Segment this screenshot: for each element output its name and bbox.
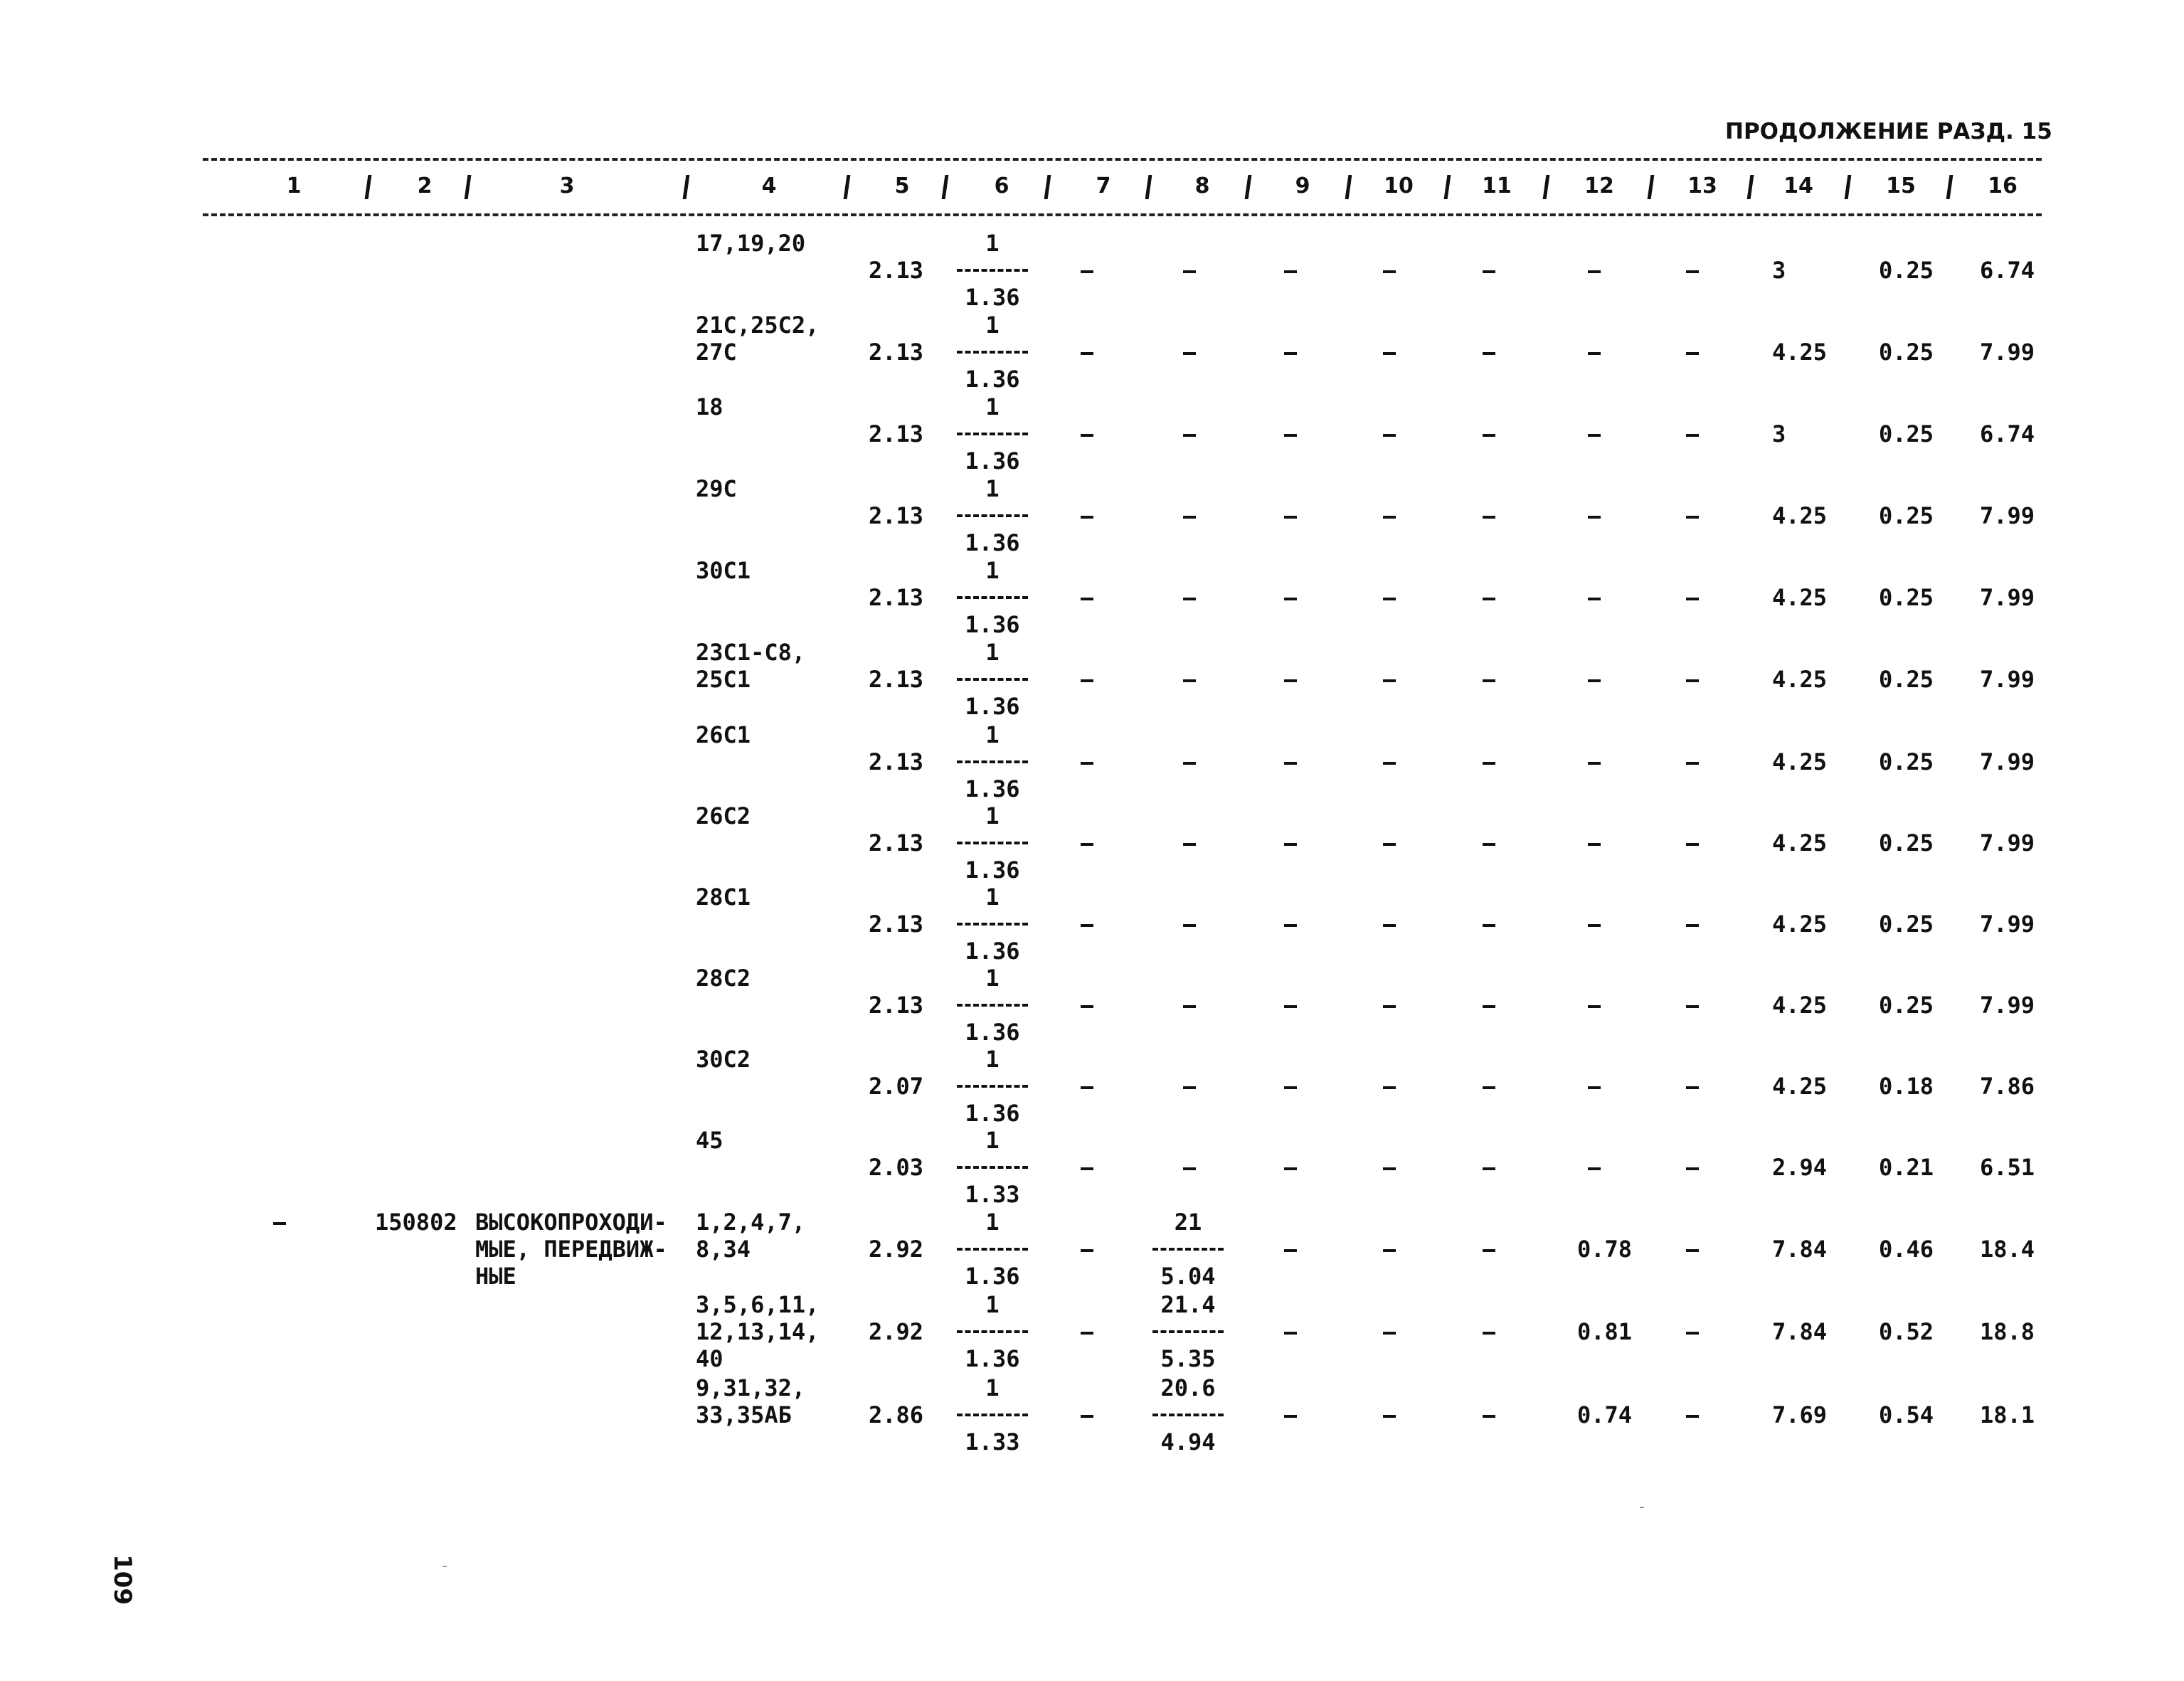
dash-c7 (1081, 1249, 1093, 1252)
fraction-col6-numerator: 1 (985, 557, 1000, 584)
dash-c8 (1183, 762, 1196, 765)
model-cell-line: 23C1-C8, (696, 639, 806, 666)
value-cell-col16: 7.99 (1979, 911, 2035, 938)
dash-c8 (1183, 598, 1196, 600)
dash-c11 (1483, 1249, 1495, 1252)
fraction-col6-bar (957, 1248, 1028, 1251)
dash-c9 (1284, 843, 1297, 846)
dash-c7 (1081, 1415, 1093, 1418)
column-number: 15 (1886, 174, 1916, 198)
fraction-col6-denominator: 1.33 (965, 1181, 1020, 1208)
fraction-col6-denominator: 1.36 (965, 1100, 1020, 1127)
dash-c10 (1383, 1332, 1396, 1335)
dash-c9 (1284, 679, 1297, 682)
column-number: 13 (1687, 174, 1717, 198)
model-cell-line: 30C2 (696, 1046, 751, 1073)
value-cell-col5: 2.13 (868, 584, 923, 611)
dash-c11 (1483, 434, 1495, 437)
dash-c12 (1588, 924, 1601, 927)
dash-c10 (1383, 1249, 1396, 1252)
model-cell-line: 21C,25C2, (696, 312, 820, 339)
column-separator (1345, 175, 1352, 199)
fraction-col8 (1152, 1374, 1224, 1455)
value-cell-col15: 0.25 (1878, 748, 1934, 775)
column-number: 9 (1295, 174, 1310, 198)
model-cell-line: 17,19,20 (696, 230, 806, 257)
column-separator (1145, 175, 1152, 199)
column-separator (1444, 175, 1451, 199)
fraction-col6-numerator: 1 (985, 230, 1000, 257)
model-cell-line: 9,31,32, (696, 1374, 806, 1401)
column-number: 2 (417, 174, 433, 198)
dash-c9 (1284, 1415, 1297, 1418)
column-number: 16 (1988, 174, 2018, 198)
model-cell-line: 30C1 (696, 557, 751, 584)
column-number: 7 (1096, 174, 1111, 198)
column-number: 10 (1384, 174, 1414, 198)
value-cell-col15: 0.25 (1878, 829, 1934, 857)
column-number: 1 (286, 174, 302, 198)
fraction-col6 (957, 721, 1028, 802)
dash-c7 (1081, 1167, 1093, 1170)
dash-c13 (1686, 679, 1699, 682)
dash-c13 (1686, 1249, 1699, 1252)
value-cell-col5: 2.92 (868, 1318, 923, 1345)
dash-c8 (1183, 679, 1196, 682)
dash-c10 (1383, 924, 1396, 927)
model-cell-line: 26C2 (696, 802, 751, 829)
dash-c9 (1284, 352, 1297, 355)
dash-c10 (1383, 762, 1396, 765)
value-cell-col14: 4.25 (1772, 992, 1828, 1019)
dash-c11 (1483, 516, 1495, 519)
column-number: 12 (1584, 174, 1614, 198)
column-separator (465, 175, 472, 199)
top-rule (203, 158, 2042, 161)
fraction-col6-bar (957, 842, 1028, 844)
value-cell-col16: 6.74 (1979, 420, 2035, 447)
dash-c10 (1383, 434, 1396, 437)
dash-c13 (1686, 1332, 1699, 1335)
fraction-col6-denominator: 1.36 (965, 693, 1020, 720)
dash-c11 (1483, 352, 1495, 355)
value-cell-col5: 2.13 (868, 748, 923, 775)
value-cell-col15: 0.25 (1878, 257, 1934, 284)
value-cell-col5: 2.13 (868, 339, 923, 366)
dash-c12 (1588, 516, 1601, 519)
fraction-col6 (957, 557, 1028, 638)
value-cell-col5: 2.03 (868, 1154, 923, 1181)
dash-c12 (1588, 679, 1601, 682)
dash-c11 (1483, 924, 1495, 927)
dash-c9 (1284, 270, 1297, 273)
column-separator (942, 175, 949, 199)
dash-c13 (1686, 434, 1699, 437)
dash-c7 (1081, 516, 1093, 519)
fraction-col6-bar (957, 514, 1028, 517)
value-cell-col5: 2.13 (868, 992, 923, 1019)
dash-c12 (1588, 270, 1601, 273)
fraction-col8 (1152, 1291, 1224, 1372)
code-cell: 150802 (375, 1209, 457, 1236)
value-cell-col14: 7.69 (1772, 1401, 1828, 1428)
fraction-col6-denominator: 1.36 (965, 611, 1020, 638)
value-cell-col14: 4.25 (1772, 829, 1828, 857)
value-cell-col14: 4.25 (1772, 502, 1828, 529)
fraction-col6 (957, 639, 1028, 720)
model-cell-line: 12,13,14, (696, 1318, 820, 1345)
dash-c7 (1081, 352, 1093, 355)
value-cell-col15: 0.52 (1878, 1318, 1934, 1345)
value-cell-col15: 0.21 (1878, 1154, 1934, 1181)
fraction-col6 (957, 1209, 1028, 1290)
fraction-col6 (957, 1291, 1028, 1372)
fraction-col6-numerator: 1 (985, 475, 1000, 502)
value-cell-col15: 0.25 (1878, 339, 1934, 366)
dash-c11 (1483, 843, 1495, 846)
value-cell-col15: 0.46 (1878, 1236, 1934, 1263)
fraction-col6-bar (957, 433, 1028, 435)
value-cell-col12: 0.81 (1576, 1318, 1632, 1345)
value-cell-col14: 3 (1772, 420, 1786, 447)
dash-c13 (1686, 762, 1699, 765)
value-cell-col12: 0.74 (1576, 1401, 1632, 1428)
model-cell-line: 29C (696, 475, 737, 502)
dash-c8 (1183, 843, 1196, 846)
dash-c12 (1588, 843, 1601, 846)
value-cell-col5: 2.07 (868, 1073, 923, 1100)
fraction-col6-bar (957, 1085, 1028, 1088)
model-cell-line: 27C (696, 339, 737, 366)
value-cell-col14: 2.94 (1772, 1154, 1828, 1181)
model-cell-line: 28C2 (696, 965, 751, 992)
column-number: 8 (1194, 174, 1210, 198)
column-separator (365, 175, 372, 199)
dash-c10 (1383, 516, 1396, 519)
fraction-col6-bar (957, 351, 1028, 354)
dash-c7 (1081, 924, 1093, 927)
value-cell-col15: 0.54 (1878, 1401, 1934, 1428)
fraction-col6-bar (957, 1166, 1028, 1169)
dash-c7 (1081, 679, 1093, 682)
value-cell-col15: 0.18 (1878, 1073, 1934, 1100)
model-cell-line: 45 (696, 1127, 723, 1154)
dash-c12 (1588, 434, 1601, 437)
dash-c8 (1183, 1086, 1196, 1089)
dash-c11 (1483, 1332, 1495, 1335)
dash-c8 (1183, 924, 1196, 927)
dash-c13 (1686, 843, 1699, 846)
model-cell-line: 18 (696, 393, 723, 420)
dash-c11 (1483, 1167, 1495, 1170)
fraction-col6-denominator: 1.36 (965, 775, 1020, 802)
column-separator (1543, 175, 1550, 199)
dash-c11 (1483, 762, 1495, 765)
model-cell-line: 26C1 (696, 721, 751, 748)
fraction-col6 (957, 1127, 1028, 1208)
value-cell-col16: 7.99 (1979, 829, 2035, 857)
dash-c11 (1483, 1415, 1495, 1418)
dash-c8 (1183, 1167, 1196, 1170)
fraction-col6-numerator: 1 (985, 393, 1000, 420)
dash-c13 (1686, 1167, 1699, 1170)
fraction-col6-bar (957, 269, 1028, 272)
value-cell-col5: 2.13 (868, 257, 923, 284)
value-cell-col5: 2.13 (868, 502, 923, 529)
dash-c8 (1183, 434, 1196, 437)
fraction-col6-denominator: 1.36 (965, 1345, 1020, 1372)
model-cell-line: 25C1 (696, 666, 751, 693)
value-cell-col14: 4.25 (1772, 1073, 1828, 1100)
fraction-col6 (957, 475, 1028, 556)
fraction-col6-numerator: 1 (985, 1127, 1000, 1154)
dash-c10 (1383, 598, 1396, 600)
dash-c7 (1081, 843, 1093, 846)
dash-c9 (1284, 434, 1297, 437)
column-separator (844, 175, 851, 199)
column-separator (1747, 175, 1754, 199)
dash-c10 (1383, 1415, 1396, 1418)
fraction-col6-denominator: 1.36 (965, 447, 1020, 474)
value-cell-col15: 0.25 (1878, 666, 1934, 693)
column-separator (1845, 175, 1852, 199)
fraction-col6-denominator: 1.36 (965, 1263, 1020, 1290)
dash-c8 (1183, 1005, 1196, 1008)
dash-c9 (1284, 1086, 1297, 1089)
fraction-col8-denominator: 5.35 (1160, 1345, 1216, 1372)
dash-c7 (1081, 1332, 1093, 1335)
value-cell-col5: 2.13 (868, 666, 923, 693)
value-cell-col5: 2.13 (868, 911, 923, 938)
dash-c11 (1483, 1005, 1495, 1008)
dash-c13 (1686, 598, 1699, 600)
fraction-col6-bar (957, 1330, 1028, 1333)
fraction-col6-numerator: 1 (985, 721, 1000, 748)
fraction-col6-denominator: 1.36 (965, 366, 1020, 393)
value-cell-col16: 18.1 (1979, 1401, 2035, 1428)
name-cell-line: НЫЕ (475, 1263, 516, 1290)
value-cell-col5: 2.92 (868, 1236, 923, 1263)
dash-c9 (1284, 1332, 1297, 1335)
dash-c11 (1483, 679, 1495, 682)
column-separator (1245, 175, 1252, 199)
fraction-col6 (957, 1046, 1028, 1127)
dash-c9 (1284, 598, 1297, 600)
dash-c12 (1588, 352, 1601, 355)
value-cell-col16: 18.8 (1979, 1318, 2035, 1345)
fraction-col6-denominator: 1.36 (965, 284, 1020, 311)
dash-c11 (1483, 598, 1495, 600)
value-cell-col14: 4.25 (1772, 911, 1828, 938)
name-cell-line: МЫЕ, ПЕРЕДВИЖ- (475, 1236, 667, 1263)
dash-c11 (1483, 270, 1495, 273)
value-cell-col5: 2.13 (868, 420, 923, 447)
dash-c7 (1081, 598, 1093, 600)
dash-c9 (1284, 924, 1297, 927)
dash-c10 (1383, 1167, 1396, 1170)
dash-c7 (1081, 1086, 1093, 1089)
page-number: 109 (108, 1554, 137, 1605)
value-cell-col15: 0.25 (1878, 992, 1934, 1019)
model-cell-line: 28C1 (696, 884, 751, 911)
dash-c10 (1383, 1086, 1396, 1089)
dash-c13 (1686, 1005, 1699, 1008)
dash-c12 (1588, 1167, 1601, 1170)
dash-c9 (1284, 1167, 1297, 1170)
name-cell-line: ВЫСОКОПРОХОДИ- (475, 1209, 667, 1236)
value-cell-col14: 7.84 (1772, 1236, 1828, 1263)
dash-c9 (1284, 1249, 1297, 1252)
model-cell-line: 33,35АБ (696, 1401, 792, 1428)
dash-c8 (1183, 516, 1196, 519)
fraction-col6-denominator: 1.36 (965, 938, 1020, 965)
dash-c7 (1081, 1005, 1093, 1008)
fraction-col6-numerator: 1 (985, 884, 1000, 911)
dash-c9 (1284, 1005, 1297, 1008)
dash-c12 (1588, 1005, 1601, 1008)
column-header-row (0, 174, 2184, 201)
fraction-col8-bar (1152, 1330, 1224, 1333)
fraction-col6 (957, 965, 1028, 1046)
fraction-col6 (957, 230, 1028, 311)
value-cell-col15: 0.25 (1878, 502, 1934, 529)
column-separator (1648, 175, 1655, 199)
fraction-col6-denominator: 1.36 (965, 529, 1020, 556)
dash-c7 (1081, 762, 1093, 765)
dash-c11 (1483, 1086, 1495, 1089)
model-cell-line: 8,34 (696, 1236, 751, 1263)
fraction-col6-bar (957, 760, 1028, 763)
row-dash-col1 (273, 1222, 286, 1225)
model-cell-line: 40 (696, 1345, 723, 1372)
fraction-col6-bar (957, 678, 1028, 681)
value-cell-col16: 7.99 (1979, 502, 2035, 529)
dash-c13 (1686, 1415, 1699, 1418)
fraction-col6-numerator: 1 (985, 639, 1000, 666)
value-cell-col16: 18.4 (1979, 1236, 2035, 1263)
section-title: ПРОДОЛЖЕНИЕ РАЗД. 15 (1725, 119, 2052, 144)
fraction-col8-numerator: 20.6 (1160, 1374, 1216, 1401)
dash-c13 (1686, 1086, 1699, 1089)
fraction-col6-bar (957, 596, 1028, 599)
column-number: 11 (1482, 174, 1512, 198)
value-cell-col14: 4.25 (1772, 666, 1828, 693)
fraction-col8-denominator: 4.94 (1160, 1428, 1216, 1455)
fraction-col6-numerator: 1 (985, 312, 1000, 339)
scan-speck (442, 1566, 447, 1567)
column-separator (1946, 175, 1954, 199)
scan-speck (1640, 1507, 1644, 1508)
value-cell-col16: 7.86 (1979, 1073, 2035, 1100)
fraction-col6-numerator: 1 (985, 1046, 1000, 1073)
fraction-col8-numerator: 21.4 (1160, 1291, 1216, 1318)
dash-c7 (1081, 270, 1093, 273)
header-rule (203, 213, 2042, 216)
dash-c13 (1686, 516, 1699, 519)
value-cell-col16: 7.99 (1979, 584, 2035, 611)
value-cell-col16: 6.74 (1979, 257, 2035, 284)
fraction-col6-bar (957, 1414, 1028, 1416)
value-cell-col15: 0.25 (1878, 911, 1934, 938)
value-cell-col14: 3 (1772, 257, 1786, 284)
fraction-col8 (1152, 1209, 1224, 1290)
value-cell-col5: 2.13 (868, 829, 923, 857)
dash-c9 (1284, 762, 1297, 765)
value-cell-col16: 7.99 (1979, 666, 2035, 693)
fraction-col8-numerator: 21 (1174, 1209, 1202, 1236)
dash-c10 (1383, 843, 1396, 846)
fraction-col6-bar (957, 923, 1028, 926)
fraction-col6 (957, 393, 1028, 474)
value-cell-col16: 7.99 (1979, 339, 2035, 366)
dash-c13 (1686, 924, 1699, 927)
dash-c8 (1183, 270, 1196, 273)
dash-c13 (1686, 270, 1699, 273)
fraction-col6 (957, 1374, 1028, 1455)
value-cell-col14: 4.25 (1772, 339, 1828, 366)
dash-c9 (1284, 516, 1297, 519)
dash-c7 (1081, 434, 1093, 437)
fraction-col6-numerator: 1 (985, 1374, 1000, 1401)
column-number: 6 (994, 174, 1009, 198)
value-cell-col16: 7.99 (1979, 748, 2035, 775)
fraction-col6-denominator: 1.36 (965, 1019, 1020, 1046)
value-cell-col14: 4.25 (1772, 584, 1828, 611)
dash-c10 (1383, 1005, 1396, 1008)
value-cell-col16: 6.51 (1979, 1154, 2035, 1181)
fraction-col8-denominator: 5.04 (1160, 1263, 1216, 1290)
fraction-col6-numerator: 1 (985, 1209, 1000, 1236)
value-cell-col5: 2.86 (868, 1401, 923, 1428)
fraction-col6-denominator: 1.36 (965, 857, 1020, 884)
column-number: 14 (1783, 174, 1813, 198)
fraction-col8-bar (1152, 1414, 1224, 1416)
fraction-col8-bar (1152, 1248, 1224, 1251)
fraction-col6-numerator: 1 (985, 1291, 1000, 1318)
column-separator (683, 175, 690, 199)
fraction-col6 (957, 802, 1028, 884)
model-cell-line: 1,2,4,7, (696, 1209, 806, 1236)
column-number: 3 (559, 174, 575, 198)
model-cell-line: 3,5,6,11, (696, 1291, 820, 1318)
column-number: 5 (894, 174, 910, 198)
value-cell-col12: 0.78 (1576, 1236, 1632, 1263)
value-cell-col15: 0.25 (1878, 420, 1934, 447)
fraction-col6-numerator: 1 (985, 802, 1000, 829)
dash-c10 (1383, 270, 1396, 273)
fraction-col6-bar (957, 1004, 1028, 1007)
dash-c13 (1686, 352, 1699, 355)
value-cell-col14: 4.25 (1772, 748, 1828, 775)
dash-c12 (1588, 1086, 1601, 1089)
dash-c12 (1588, 762, 1601, 765)
dash-c8 (1183, 352, 1196, 355)
fraction-col6 (957, 312, 1028, 393)
fraction-col6 (957, 884, 1028, 965)
value-cell-col16: 7.99 (1979, 992, 2035, 1019)
column-separator (1044, 175, 1051, 199)
value-cell-col15: 0.25 (1878, 584, 1934, 611)
dash-c10 (1383, 679, 1396, 682)
value-cell-col14: 7.84 (1772, 1318, 1828, 1345)
fraction-col6-numerator: 1 (985, 965, 1000, 992)
column-number: 4 (761, 174, 777, 198)
dash-c10 (1383, 352, 1396, 355)
fraction-col6-denominator: 1.33 (965, 1428, 1020, 1455)
dash-c12 (1588, 598, 1601, 600)
